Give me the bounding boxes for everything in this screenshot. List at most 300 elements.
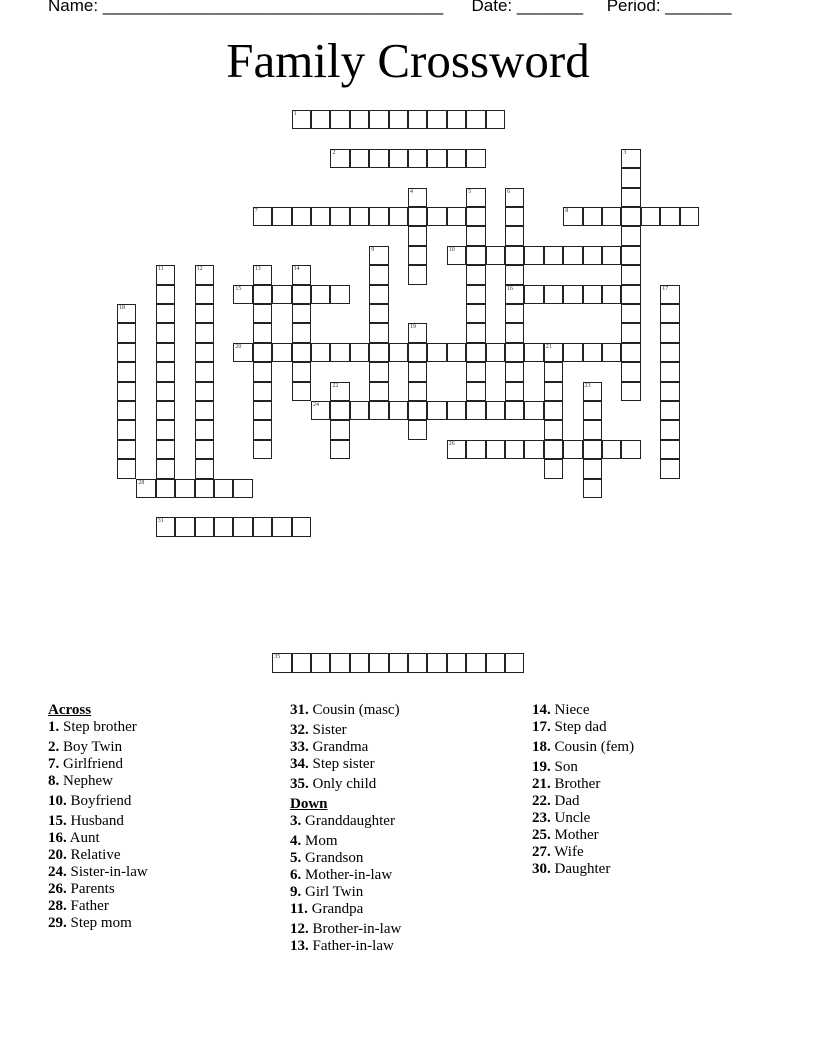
crossword-cell[interactable] (311, 110, 330, 129)
crossword-cell[interactable] (292, 110, 311, 129)
clue-number: 18 (119, 305, 125, 311)
crossword-cell[interactable] (156, 459, 175, 478)
clue-number: 11 (157, 266, 164, 273)
crossword-cell[interactable] (408, 382, 427, 401)
crossword-cell[interactable] (505, 188, 524, 207)
clue-number: 9 (371, 246, 375, 253)
crossword-cell[interactable] (505, 382, 524, 401)
crossword-cell[interactable] (156, 420, 175, 439)
crossword-cell[interactable] (447, 110, 466, 129)
crossword-cell[interactable] (156, 440, 175, 459)
across-clue-list (48, 719, 148, 932)
crossword-cell[interactable] (486, 246, 505, 265)
clue-number: 10 (448, 246, 455, 253)
crossword-cell[interactable] (408, 265, 427, 284)
crossword-cell[interactable] (350, 343, 369, 362)
crossword-cell[interactable] (602, 343, 621, 362)
crossword-cell[interactable] (621, 304, 640, 323)
clue-item: 16. Aunt (48, 830, 100, 846)
clue-number: 5 (468, 188, 472, 195)
crossword-cell[interactable] (583, 420, 602, 439)
crossword-cell[interactable] (369, 382, 388, 401)
crossword-cell[interactable] (292, 285, 311, 304)
crossword-cell[interactable] (544, 285, 563, 304)
crossword-cell[interactable] (272, 285, 291, 304)
crossword-cell[interactable] (369, 401, 388, 420)
crossword-cell[interactable] (621, 362, 640, 381)
crossword-cell[interactable] (466, 285, 485, 304)
down-clue-list-continued (532, 702, 634, 878)
crossword-cell[interactable] (369, 343, 388, 362)
crossword-cell[interactable] (330, 149, 349, 168)
crossword-cell[interactable] (330, 401, 349, 420)
crossword-cell[interactable] (583, 440, 602, 459)
clue-number: 16 (507, 285, 513, 292)
clues-column-2 (290, 702, 401, 955)
crossword-cell[interactable] (156, 343, 175, 362)
crossword-cell[interactable] (117, 323, 136, 342)
crossword-cell[interactable] (486, 343, 505, 362)
crossword-cell[interactable] (156, 265, 175, 284)
crossword-cell[interactable] (466, 653, 485, 672)
crossword-cell[interactable] (233, 285, 252, 304)
crossword-cell[interactable] (680, 207, 699, 226)
clue-number: 24 (313, 402, 319, 408)
crossword-cell[interactable] (427, 110, 446, 129)
clue-number: 1 (293, 111, 297, 117)
crossword-cell[interactable] (447, 653, 466, 672)
crossword-cell[interactable] (117, 440, 136, 459)
crossword-cell[interactable] (408, 362, 427, 381)
crossword-cell[interactable] (447, 343, 466, 362)
clue-number: 6 (507, 188, 510, 195)
clue-item: 25. Mother (532, 827, 599, 843)
crossword-cell[interactable] (466, 149, 485, 168)
clue-item: 30. Daughter (532, 861, 611, 877)
clue-item: 17. Step dad (532, 719, 607, 735)
crossword-cell[interactable] (408, 207, 427, 226)
crossword-cell[interactable] (505, 285, 524, 304)
crossword-cell[interactable] (583, 382, 602, 401)
crossword-cell[interactable] (524, 343, 543, 362)
crossword-cell[interactable] (369, 285, 388, 304)
crossword-cell[interactable] (621, 382, 640, 401)
across-heading: Across (48, 702, 92, 718)
crossword-cell[interactable] (253, 343, 272, 362)
crossword-cell[interactable] (466, 382, 485, 401)
crossword-cell[interactable] (156, 304, 175, 323)
crossword-cell[interactable] (369, 653, 388, 672)
crossword-cell[interactable] (195, 362, 214, 381)
crossword-cell[interactable] (292, 343, 311, 362)
crossword-cell[interactable] (253, 362, 272, 381)
crossword-cell[interactable] (253, 420, 272, 439)
crossword-cell[interactable] (117, 382, 136, 401)
crossword-cell[interactable] (563, 440, 582, 459)
crossword-cell[interactable] (583, 207, 602, 226)
crossword-cell[interactable] (408, 420, 427, 439)
crossword-cell[interactable] (175, 479, 194, 498)
crossword-cell[interactable] (486, 440, 505, 459)
crossword-cell[interactable] (427, 207, 446, 226)
clue-item: 26. Parents (48, 881, 115, 897)
crossword-cell[interactable] (272, 653, 291, 672)
crossword-cell[interactable] (156, 517, 175, 536)
crossword-cell[interactable] (330, 343, 349, 362)
crossword-cell[interactable] (253, 517, 272, 536)
crossword-cell[interactable] (505, 440, 524, 459)
crossword-cell[interactable] (389, 343, 408, 362)
crossword-cell[interactable] (505, 246, 524, 265)
crossword-cell[interactable] (660, 285, 679, 304)
crossword-cell[interactable] (544, 440, 563, 459)
crossword-cell[interactable] (563, 343, 582, 362)
crossword-cell[interactable] (330, 653, 349, 672)
crossword-cell[interactable] (156, 401, 175, 420)
crossword-cell[interactable] (311, 343, 330, 362)
crossword-cell[interactable] (660, 207, 679, 226)
crossword-cell[interactable] (369, 207, 388, 226)
crossword-cell[interactable] (486, 401, 505, 420)
crossword-cell[interactable] (524, 285, 543, 304)
crossword-cell[interactable] (195, 420, 214, 439)
clue-item: 12. Brother-in-law (290, 921, 402, 937)
name-field[interactable]: ____________________________________ (102, 0, 444, 15)
crossword-cell[interactable] (350, 653, 369, 672)
clue-item: 9. Girl Twin (290, 884, 364, 900)
crossword-cell[interactable] (660, 362, 679, 381)
crossword-cell[interactable] (544, 362, 563, 381)
crossword-cell[interactable] (272, 517, 291, 536)
crossword-cell[interactable] (369, 304, 388, 323)
crossword-cell[interactable] (466, 110, 485, 129)
date-label: Date: (471, 0, 517, 15)
crossword-cell[interactable] (427, 653, 446, 672)
crossword-cell[interactable] (505, 362, 524, 381)
crossword-cell[interactable] (505, 401, 524, 420)
crossword-cell[interactable] (311, 653, 330, 672)
crossword-cell[interactable] (447, 401, 466, 420)
crossword-cell[interactable] (466, 440, 485, 459)
crossword-cell[interactable] (117, 343, 136, 362)
crossword-cell[interactable] (389, 110, 408, 129)
crossword-cell[interactable] (253, 304, 272, 323)
crossword-cell[interactable] (350, 207, 369, 226)
crossword-cell[interactable] (427, 401, 446, 420)
crossword-cell[interactable] (563, 285, 582, 304)
crossword-cell[interactable] (447, 440, 466, 459)
crossword-cell[interactable] (408, 110, 427, 129)
crossword-cell[interactable] (350, 110, 369, 129)
clue-item: 20. Relative (48, 847, 121, 863)
clue-number: 4 (410, 188, 413, 195)
crossword-cell[interactable] (117, 420, 136, 439)
crossword-cell[interactable] (466, 323, 485, 342)
clue-number: 15 (235, 285, 242, 292)
crossword-cell[interactable] (195, 459, 214, 478)
clue-item: 24. Sister-in-law (48, 864, 148, 880)
clue-item: 2. Boy Twin (48, 739, 123, 755)
crossword-cell[interactable] (544, 246, 563, 265)
crossword-cell[interactable] (466, 188, 485, 207)
crossword-cell[interactable] (660, 304, 679, 323)
crossword-cell[interactable] (195, 479, 214, 498)
crossword-cell[interactable] (447, 207, 466, 226)
crossword-cell[interactable] (408, 188, 427, 207)
crossword-cell[interactable] (427, 343, 446, 362)
crossword-cell[interactable] (369, 362, 388, 381)
crossword-cell[interactable] (408, 323, 427, 342)
crossword-cell[interactable] (660, 440, 679, 459)
crossword-cell[interactable] (408, 653, 427, 672)
clue-item: 33. Grandma (290, 739, 369, 755)
crossword-cell[interactable] (466, 265, 485, 284)
crossword-cell[interactable] (369, 265, 388, 284)
crossword-cell[interactable] (292, 207, 311, 226)
period-label: Period: (606, 0, 666, 15)
name-label: Name: (48, 0, 103, 15)
crossword-cell[interactable] (466, 207, 485, 226)
crossword-cell[interactable] (660, 343, 679, 362)
crossword-cell[interactable] (621, 440, 640, 459)
crossword-cell[interactable] (641, 207, 660, 226)
crossword-cell[interactable] (563, 246, 582, 265)
crossword-cell[interactable] (408, 246, 427, 265)
crossword-cell[interactable] (447, 246, 466, 265)
crossword-cell[interactable] (505, 207, 524, 226)
clue-item: 27. Wife (532, 844, 584, 860)
crossword-cell[interactable] (583, 343, 602, 362)
clue-item: 18. Cousin (fem) (532, 739, 635, 755)
crossword-cell[interactable] (195, 440, 214, 459)
crossword-cell[interactable] (369, 149, 388, 168)
crossword-cell[interactable] (524, 440, 543, 459)
crossword-cell[interactable] (350, 401, 369, 420)
clue-item: 15. Husband (48, 813, 124, 829)
crossword-cell[interactable] (602, 207, 621, 226)
crossword-cell[interactable] (156, 323, 175, 342)
crossword-cell[interactable] (233, 517, 252, 536)
crossword-cell[interactable] (602, 246, 621, 265)
crossword-cell[interactable] (389, 207, 408, 226)
crossword-cell[interactable] (466, 226, 485, 245)
crossword-cell[interactable] (621, 168, 640, 187)
crossword-cell[interactable] (544, 420, 563, 439)
crossword-cell[interactable] (214, 479, 233, 498)
crossword-cell[interactable] (136, 479, 155, 498)
crossword-cell[interactable] (660, 323, 679, 342)
clue-item: 13. Father-in-law (290, 938, 394, 954)
clue-number: 28 (138, 479, 145, 486)
date-field[interactable]: _______ (516, 0, 584, 15)
crossword-cell[interactable] (292, 323, 311, 342)
clue-number: 12 (196, 266, 203, 273)
crossword-cell[interactable] (583, 285, 602, 304)
crossword-cell[interactable] (272, 343, 291, 362)
clue-item: 35. Only child (290, 776, 377, 792)
down-heading: Down (290, 796, 328, 812)
crossword-cell[interactable] (214, 517, 233, 536)
down-clue-list (290, 813, 401, 955)
crossword-cell[interactable] (505, 653, 524, 672)
clue-item: 21. Brother (532, 776, 601, 792)
crossword-cell[interactable] (563, 207, 582, 226)
crossword-cell[interactable] (330, 110, 349, 129)
crossword-cell[interactable] (447, 149, 466, 168)
crossword-cell[interactable] (408, 149, 427, 168)
crossword-cell[interactable] (233, 343, 252, 362)
crossword-cell[interactable] (505, 226, 524, 245)
clue-item: 19. Son (532, 759, 578, 775)
crossword-cell[interactable] (195, 401, 214, 420)
crossword-cell[interactable] (156, 479, 175, 498)
crossword-cell[interactable] (195, 323, 214, 342)
crossword-cell[interactable] (544, 343, 563, 362)
crossword-cell[interactable] (156, 382, 175, 401)
crossword-cell[interactable] (156, 362, 175, 381)
crossword-cell[interactable] (330, 440, 349, 459)
crossword-cell[interactable] (486, 110, 505, 129)
crossword-cell[interactable] (311, 207, 330, 226)
crossword-cell[interactable] (117, 362, 136, 381)
crossword-cell[interactable] (466, 401, 485, 420)
crossword-cell[interactable] (253, 285, 272, 304)
crossword-cell[interactable] (583, 459, 602, 478)
crossword-cell[interactable] (583, 246, 602, 265)
crossword-cell[interactable] (408, 226, 427, 245)
crossword-cell[interactable] (292, 362, 311, 381)
clue-number: 14 (293, 266, 300, 273)
crossword-cell[interactable] (369, 246, 388, 265)
crossword-cell[interactable] (292, 517, 311, 536)
crossword-cell[interactable] (602, 285, 621, 304)
crossword-cell[interactable] (195, 285, 214, 304)
clue-item: 10. Boyfriend (48, 793, 132, 809)
crossword-cell[interactable] (253, 440, 272, 459)
clue-item: 3. Granddaughter (290, 813, 395, 829)
crossword-cell[interactable] (369, 110, 388, 129)
crossword-cell[interactable] (602, 440, 621, 459)
crossword-cell[interactable] (466, 343, 485, 362)
clue-item: 7. Girlfriend (48, 756, 123, 772)
crossword-cell[interactable] (660, 420, 679, 439)
crossword-cell[interactable] (156, 285, 175, 304)
crossword-cell[interactable] (253, 401, 272, 420)
crossword-cell[interactable] (369, 323, 388, 342)
clue-item: 8. Nephew (48, 773, 113, 789)
crossword-cell[interactable] (408, 343, 427, 362)
crossword-cell[interactable] (311, 285, 330, 304)
clue-item: 6. Mother-in-law (290, 867, 393, 883)
crossword-cell[interactable] (505, 265, 524, 284)
crossword-cell[interactable] (621, 323, 640, 342)
crossword-cell[interactable] (175, 517, 194, 536)
crossword-cell[interactable] (389, 653, 408, 672)
crossword-cell[interactable] (195, 517, 214, 536)
crossword-cell[interactable] (253, 265, 272, 284)
crossword-cell[interactable] (330, 285, 349, 304)
crossword-cell[interactable] (427, 149, 446, 168)
period-field[interactable]: _______ (665, 0, 732, 15)
crossword-cell[interactable] (544, 401, 563, 420)
crossword-cell[interactable] (292, 304, 311, 323)
crossword-cell[interactable] (389, 401, 408, 420)
clue-number: 17 (662, 285, 669, 292)
crossword-cell[interactable] (117, 304, 136, 323)
crossword-cell[interactable] (253, 323, 272, 342)
crossword-cell[interactable] (195, 304, 214, 323)
crossword-cell[interactable] (660, 459, 679, 478)
crossword-cell[interactable] (621, 149, 640, 168)
crossword-cell[interactable] (544, 459, 563, 478)
crossword-cell[interactable] (621, 226, 640, 245)
crossword-cell[interactable] (621, 246, 640, 265)
crossword-cell[interactable] (253, 382, 272, 401)
crossword-cell[interactable] (253, 207, 272, 226)
crossword-cell[interactable] (524, 401, 543, 420)
clue-number: 26 (448, 440, 455, 447)
clue-number: 19 (410, 324, 416, 331)
crossword-cell[interactable] (330, 420, 349, 439)
clue-item: 34. Step sister (290, 756, 375, 772)
crossword-cell[interactable] (330, 207, 349, 226)
crossword-cell[interactable] (466, 362, 485, 381)
crossword-cell[interactable] (524, 246, 543, 265)
crossword-cell[interactable] (466, 246, 485, 265)
clue-item: 28. Father (48, 898, 109, 914)
crossword-cell[interactable] (486, 653, 505, 672)
crossword-cell[interactable] (621, 188, 640, 207)
crossword-cell[interactable] (621, 265, 640, 284)
crossword-cell[interactable] (621, 285, 640, 304)
crossword-cell[interactable] (621, 207, 640, 226)
crossword-cell[interactable] (350, 149, 369, 168)
crossword-cell[interactable] (583, 479, 602, 498)
page-title: Family Crossword (226, 33, 590, 88)
crossword-cell[interactable] (117, 401, 136, 420)
crossword-cell[interactable] (272, 207, 291, 226)
crossword-cell[interactable] (505, 343, 524, 362)
crossword-cell[interactable] (408, 401, 427, 420)
crossword-cell[interactable] (195, 382, 214, 401)
clue-number: 35 (274, 654, 281, 661)
crossword-cell[interactable] (621, 343, 640, 362)
crossword-cell[interactable] (311, 401, 330, 420)
crossword-cell[interactable] (660, 401, 679, 420)
clue-number: 23 (584, 382, 591, 389)
crossword-cell[interactable] (389, 149, 408, 168)
crossword-cell[interactable] (660, 382, 679, 401)
clues-column-1 (48, 702, 148, 932)
crossword-cell[interactable] (292, 265, 311, 284)
clue-number: 21 (545, 343, 552, 350)
clue-item: 11. Grandpa (290, 901, 364, 917)
clue-item: 31. Cousin (masc) (290, 702, 400, 718)
clue-item: 4. Mom (290, 833, 338, 849)
crossword-cell[interactable] (117, 459, 136, 478)
crossword-cell[interactable] (330, 382, 349, 401)
crossword-cell[interactable] (292, 653, 311, 672)
crossword-cell[interactable] (466, 304, 485, 323)
crossword-cell[interactable] (195, 265, 214, 284)
crossword-cell[interactable] (505, 304, 524, 323)
crossword-cell[interactable] (505, 323, 524, 342)
crossword-cell[interactable] (292, 382, 311, 401)
crossword-cell[interactable] (233, 479, 252, 498)
crossword-cell[interactable] (195, 343, 214, 362)
crossword-cell[interactable] (544, 382, 563, 401)
crossword-cell[interactable] (583, 401, 602, 420)
